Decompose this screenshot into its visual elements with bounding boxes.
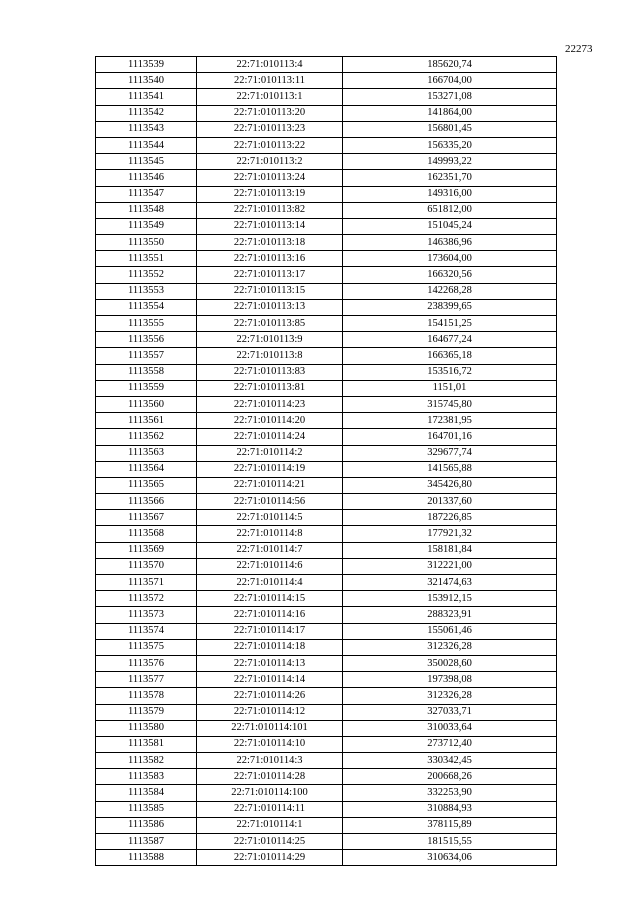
record-number-cell: 1113588 [96, 850, 197, 866]
record-number-cell: 1113539 [96, 57, 197, 73]
value-cell: 315745,80 [343, 396, 557, 412]
record-number-cell: 1113544 [96, 137, 197, 153]
record-number-cell: 1113582 [96, 753, 197, 769]
table-row [96, 769, 557, 785]
cadastral-number-cell: 22:71:010114:3 [197, 753, 343, 769]
value-cell: 288323,91 [343, 607, 557, 623]
record-number-cell: 1113581 [96, 736, 197, 752]
cadastral-number-cell: 22:71:010113:9 [197, 332, 343, 348]
cadastral-number-cell: 22:71:010114:56 [197, 494, 343, 510]
cadastral-number-cell: 22:71:010114:21 [197, 477, 343, 493]
cadastral-number-cell: 22:71:010114:101 [197, 720, 343, 736]
cadastral-number-cell: 22:71:010113:20 [197, 105, 343, 121]
value-cell: 162351,70 [343, 170, 557, 186]
cadastral-number-cell: 22:71:010114:18 [197, 639, 343, 655]
cadastral-number-cell: 22:71:010114:6 [197, 558, 343, 574]
value-cell: 330342,45 [343, 753, 557, 769]
table-row [96, 801, 557, 817]
table-row [96, 720, 557, 736]
cadastral-number-cell: 22:71:010114:20 [197, 413, 343, 429]
table-row [96, 316, 557, 332]
cadastral-number-cell: 22:71:010113:24 [197, 170, 343, 186]
cadastral-number-cell: 22:71:010114:13 [197, 655, 343, 671]
table-row [96, 364, 557, 380]
value-cell: 155061,46 [343, 623, 557, 639]
table-row [96, 267, 557, 283]
cadastral-number-cell: 22:71:010113:1 [197, 89, 343, 105]
cadastral-number-cell: 22:71:010113:14 [197, 218, 343, 234]
cadastral-number-cell: 22:71:010114:26 [197, 688, 343, 704]
record-number-cell: 1113574 [96, 623, 197, 639]
cadastral-number-cell: 22:71:010113:8 [197, 348, 343, 364]
value-cell: 312326,28 [343, 639, 557, 655]
table-row [96, 154, 557, 170]
cadastral-number-cell: 22:71:010113:83 [197, 364, 343, 380]
value-cell: 321474,63 [343, 575, 557, 591]
value-cell: 173604,00 [343, 251, 557, 267]
value-cell: 164701,16 [343, 429, 557, 445]
table-row [96, 575, 557, 591]
table-row [96, 137, 557, 153]
value-cell: 156335,20 [343, 137, 557, 153]
record-number-cell: 1113550 [96, 235, 197, 251]
record-number-cell: 1113557 [96, 348, 197, 364]
record-number-cell: 1113548 [96, 202, 197, 218]
record-number-cell: 1113576 [96, 655, 197, 671]
table-row [96, 89, 557, 105]
record-number-cell: 1113546 [96, 170, 197, 186]
value-cell: 310033,64 [343, 720, 557, 736]
cadastral-number-cell: 22:71:010114:1 [197, 817, 343, 833]
record-number-cell: 1113564 [96, 461, 197, 477]
table-row [96, 73, 557, 89]
table-row [96, 202, 557, 218]
value-cell: 149316,00 [343, 186, 557, 202]
value-cell: 181515,55 [343, 834, 557, 850]
record-number-cell: 1113559 [96, 380, 197, 396]
record-number-cell: 1113555 [96, 316, 197, 332]
table-row [96, 105, 557, 121]
cadastral-number-cell: 22:71:010113:13 [197, 299, 343, 315]
value-cell: 310634,06 [343, 850, 557, 866]
table-row [96, 218, 557, 234]
records-table [95, 56, 557, 866]
cadastral-number-cell: 22:71:010113:16 [197, 251, 343, 267]
record-number-cell: 1113568 [96, 526, 197, 542]
value-cell: 151045,24 [343, 218, 557, 234]
record-number-cell: 1113570 [96, 558, 197, 574]
cadastral-number-cell: 22:71:010113:85 [197, 316, 343, 332]
value-cell: 141864,00 [343, 105, 557, 121]
value-cell: 378115,89 [343, 817, 557, 833]
cadastral-number-cell: 22:71:010113:82 [197, 202, 343, 218]
cadastral-number-cell: 22:71:010113:18 [197, 235, 343, 251]
value-cell: 312221,00 [343, 558, 557, 574]
table-row [96, 413, 557, 429]
cadastral-number-cell: 22:71:010114:17 [197, 623, 343, 639]
value-cell: 1151,01 [343, 380, 557, 396]
table-row [96, 299, 557, 315]
record-number-cell: 1113587 [96, 834, 197, 850]
record-number-cell: 1113558 [96, 364, 197, 380]
table-row [96, 57, 557, 73]
value-cell: 329677,74 [343, 445, 557, 461]
record-number-cell: 1113566 [96, 494, 197, 510]
cadastral-number-cell: 22:71:010113:17 [197, 267, 343, 283]
table-row [96, 736, 557, 752]
cadastral-number-cell: 22:71:010114:7 [197, 542, 343, 558]
cadastral-number-cell: 22:71:010114:5 [197, 510, 343, 526]
table-row [96, 542, 557, 558]
cadastral-number-cell: 22:71:010113:23 [197, 121, 343, 137]
table-row [96, 251, 557, 267]
value-cell: 273712,40 [343, 736, 557, 752]
cadastral-number-cell: 22:71:010114:10 [197, 736, 343, 752]
table-row [96, 396, 557, 412]
table-row [96, 235, 557, 251]
value-cell: 166365,18 [343, 348, 557, 364]
table-row [96, 429, 557, 445]
record-number-cell: 1113554 [96, 299, 197, 315]
table-row [96, 170, 557, 186]
table-row [96, 672, 557, 688]
record-number-cell: 1113551 [96, 251, 197, 267]
record-number-cell: 1113585 [96, 801, 197, 817]
cadastral-number-cell: 22:71:010113:81 [197, 380, 343, 396]
value-cell: 201337,60 [343, 494, 557, 510]
record-number-cell: 1113556 [96, 332, 197, 348]
value-cell: 238399,65 [343, 299, 557, 315]
cadastral-number-cell: 22:71:010114:14 [197, 672, 343, 688]
table-row [96, 445, 557, 461]
table-row [96, 461, 557, 477]
cadastral-number-cell: 22:71:010113:19 [197, 186, 343, 202]
table-row [96, 380, 557, 396]
record-number-cell: 1113569 [96, 542, 197, 558]
record-number-cell: 1113542 [96, 105, 197, 121]
cadastral-number-cell: 22:71:010114:25 [197, 834, 343, 850]
table-row [96, 510, 557, 526]
table-row [96, 639, 557, 655]
cadastral-number-cell: 22:71:010114:23 [197, 396, 343, 412]
table-row [96, 688, 557, 704]
value-cell: 146386,96 [343, 235, 557, 251]
table-row [96, 558, 557, 574]
value-cell: 149993,22 [343, 154, 557, 170]
table-row [96, 834, 557, 850]
cadastral-number-cell: 22:71:010114:16 [197, 607, 343, 623]
cadastral-number-cell: 22:71:010114:28 [197, 769, 343, 785]
value-cell: 187226,85 [343, 510, 557, 526]
table-row [96, 121, 557, 137]
value-cell: 200668,26 [343, 769, 557, 785]
cadastral-number-cell: 22:71:010113:4 [197, 57, 343, 73]
value-cell: 350028,60 [343, 655, 557, 671]
table-row [96, 850, 557, 866]
page-number: 22273 [565, 43, 593, 55]
cadastral-number-cell: 22:71:010114:8 [197, 526, 343, 542]
record-number-cell: 1113583 [96, 769, 197, 785]
cadastral-number-cell: 22:71:010114:11 [197, 801, 343, 817]
record-number-cell: 1113560 [96, 396, 197, 412]
value-cell: 158181,84 [343, 542, 557, 558]
cadastral-number-cell: 22:71:010114:4 [197, 575, 343, 591]
record-number-cell: 1113573 [96, 607, 197, 623]
value-cell: 166704,00 [343, 73, 557, 89]
record-number-cell: 1113545 [96, 154, 197, 170]
cadastral-number-cell: 22:71:010113:2 [197, 154, 343, 170]
table-row [96, 607, 557, 623]
cadastral-number-cell: 22:71:010114:24 [197, 429, 343, 445]
table-row [96, 817, 557, 833]
cadastral-number-cell: 22:71:010114:19 [197, 461, 343, 477]
record-number-cell: 1113572 [96, 591, 197, 607]
cadastral-number-cell: 22:71:010113:15 [197, 283, 343, 299]
table-row [96, 591, 557, 607]
cadastral-number-cell: 22:71:010113:22 [197, 137, 343, 153]
value-cell: 312326,28 [343, 688, 557, 704]
records-table-body [96, 57, 557, 866]
record-number-cell: 1113543 [96, 121, 197, 137]
record-number-cell: 1113567 [96, 510, 197, 526]
cadastral-number-cell: 22:71:010114:15 [197, 591, 343, 607]
table-row [96, 494, 557, 510]
value-cell: 651812,00 [343, 202, 557, 218]
table-row [96, 332, 557, 348]
value-cell: 156801,45 [343, 121, 557, 137]
value-cell: 153912,15 [343, 591, 557, 607]
table-row [96, 283, 557, 299]
record-number-cell: 1113562 [96, 429, 197, 445]
record-number-cell: 1113561 [96, 413, 197, 429]
value-cell: 332253,90 [343, 785, 557, 801]
table-row [96, 655, 557, 671]
record-number-cell: 1113547 [96, 186, 197, 202]
record-number-cell: 1113552 [96, 267, 197, 283]
cadastral-number-cell: 22:71:010113:11 [197, 73, 343, 89]
record-number-cell: 1113578 [96, 688, 197, 704]
record-number-cell: 1113579 [96, 704, 197, 720]
table-row [96, 186, 557, 202]
record-number-cell: 1113575 [96, 639, 197, 655]
record-number-cell: 1113563 [96, 445, 197, 461]
value-cell: 153516,72 [343, 364, 557, 380]
value-cell: 310884,93 [343, 801, 557, 817]
table-row [96, 704, 557, 720]
record-number-cell: 1113540 [96, 73, 197, 89]
table-row [96, 526, 557, 542]
record-number-cell: 1113549 [96, 218, 197, 234]
table-row [96, 348, 557, 364]
cadastral-number-cell: 22:71:010114:12 [197, 704, 343, 720]
value-cell: 164677,24 [343, 332, 557, 348]
value-cell: 185620,74 [343, 57, 557, 73]
value-cell: 345426,80 [343, 477, 557, 493]
value-cell: 177921,32 [343, 526, 557, 542]
table-row [96, 785, 557, 801]
record-number-cell: 1113565 [96, 477, 197, 493]
cadastral-number-cell: 22:71:010114:100 [197, 785, 343, 801]
record-number-cell: 1113580 [96, 720, 197, 736]
table-row [96, 477, 557, 493]
cadastral-number-cell: 22:71:010114:29 [197, 850, 343, 866]
table-row [96, 623, 557, 639]
value-cell: 327033,71 [343, 704, 557, 720]
record-number-cell: 1113571 [96, 575, 197, 591]
value-cell: 154151,25 [343, 316, 557, 332]
record-number-cell: 1113541 [96, 89, 197, 105]
record-number-cell: 1113553 [96, 283, 197, 299]
record-number-cell: 1113586 [96, 817, 197, 833]
value-cell: 172381,95 [343, 413, 557, 429]
record-number-cell: 1113577 [96, 672, 197, 688]
value-cell: 153271,08 [343, 89, 557, 105]
value-cell: 142268,28 [343, 283, 557, 299]
table-row [96, 753, 557, 769]
value-cell: 197398,08 [343, 672, 557, 688]
record-number-cell: 1113584 [96, 785, 197, 801]
value-cell: 141565,88 [343, 461, 557, 477]
cadastral-number-cell: 22:71:010114:2 [197, 445, 343, 461]
value-cell: 166320,56 [343, 267, 557, 283]
